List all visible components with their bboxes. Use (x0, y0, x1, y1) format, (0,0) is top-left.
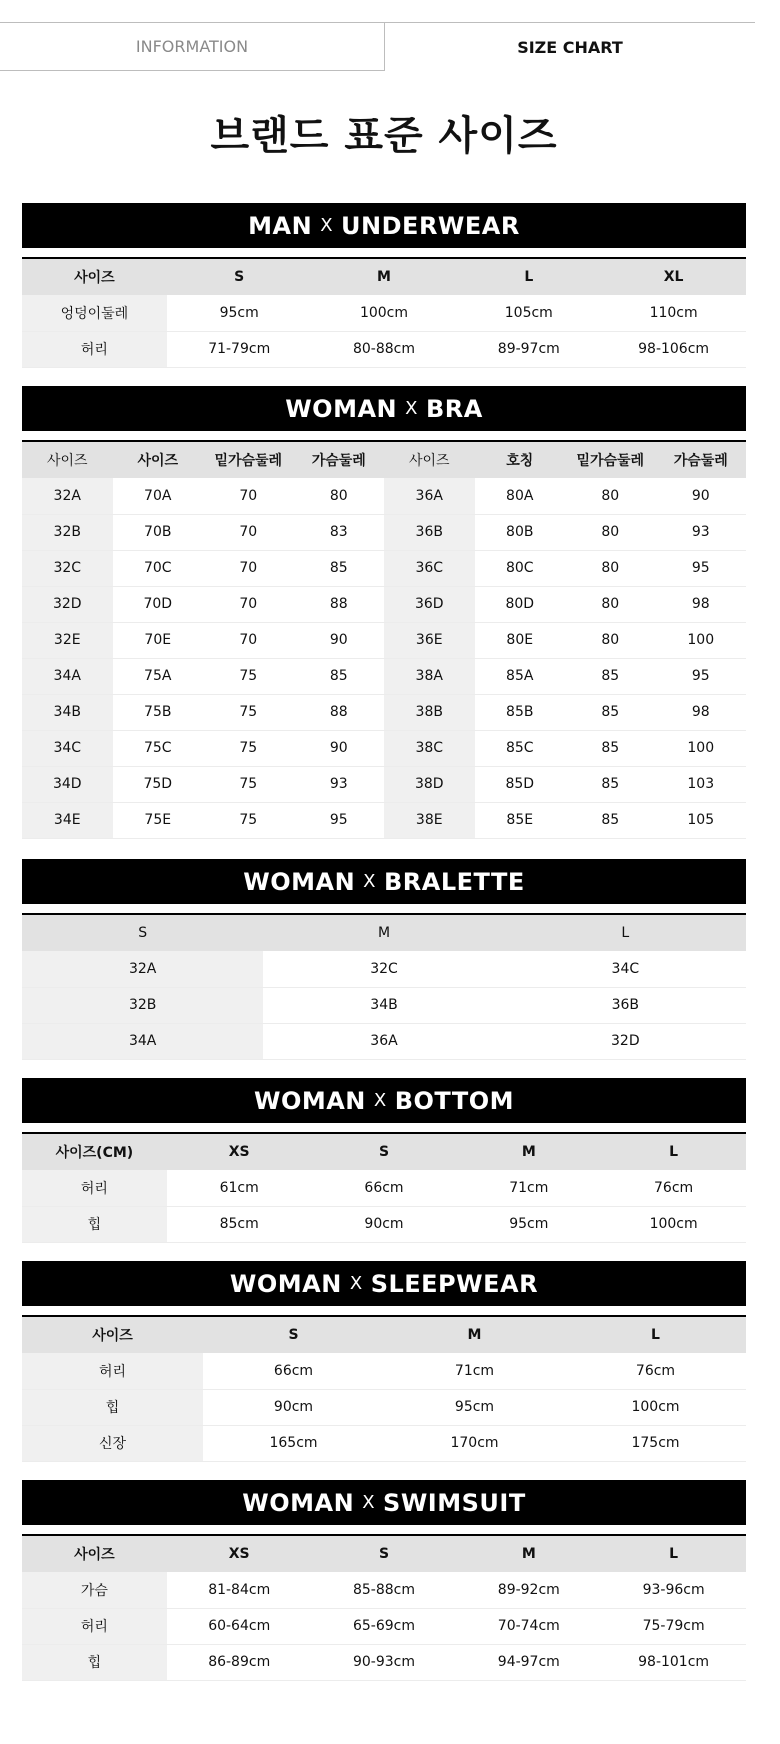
table-row (22, 550, 746, 586)
table-row (22, 1389, 746, 1425)
table-cell: 75B (113, 694, 204, 730)
row-label-cell: 38A (384, 658, 475, 694)
table-row (22, 1425, 746, 1461)
row-label-cell: 허리 (22, 1170, 167, 1206)
table-cell: 80 (565, 622, 656, 658)
table-cell: 88 (294, 586, 385, 622)
tab-size-chart[interactable]: SIZE CHART (517, 37, 623, 57)
table-row (22, 1608, 746, 1644)
table-cell: 80 (565, 586, 656, 622)
column-header: XS (167, 1134, 312, 1170)
table-row (22, 622, 746, 658)
table-cell: 93-96cm (601, 1572, 746, 1608)
table-cell: 75E (113, 802, 204, 838)
row-label-cell: 32E (22, 622, 113, 658)
table-cell: 81-84cm (167, 1572, 312, 1608)
banner-category: WOMAN (242, 1488, 355, 1517)
banner-category: WOMAN (229, 1269, 342, 1298)
table-header-row (22, 1536, 746, 1572)
table-cell: 34B (263, 987, 504, 1023)
table-row (22, 1572, 746, 1608)
table-cell: 85 (565, 766, 656, 802)
column-header: 가슴둘레 (294, 442, 385, 478)
section-woman-swimsuit (22, 1480, 746, 1681)
table-cell: 75 (203, 694, 294, 730)
table-cell: 75-79cm (601, 1608, 746, 1644)
section-woman-bralette (22, 859, 746, 1060)
section-banner (22, 1480, 746, 1525)
table-cell: 70 (203, 514, 294, 550)
row-label-cell: 허리 (22, 1353, 203, 1389)
size-table (22, 915, 746, 1060)
section-woman-bra (22, 386, 746, 839)
table-header-row (22, 915, 746, 951)
size-table (22, 259, 746, 368)
table-cell: 94-97cm (456, 1644, 601, 1680)
section-banner (22, 203, 746, 248)
table-cell: 61cm (167, 1170, 312, 1206)
table-row (22, 658, 746, 694)
row-label-cell: 36E (384, 622, 475, 658)
table-cell: 80 (565, 550, 656, 586)
banner-product: BOTTOM (394, 1086, 515, 1115)
row-label-cell: 허리 (22, 331, 167, 367)
table-cell: 85B (475, 694, 566, 730)
table-cell: 36B (505, 987, 746, 1023)
row-label-cell: 힙 (22, 1206, 167, 1242)
column-header: L (601, 1536, 746, 1572)
row-label-cell: 34E (22, 802, 113, 838)
table-cell: 100cm (601, 1206, 746, 1242)
table-cell: 71cm (384, 1353, 565, 1389)
table-cell: 80 (565, 478, 656, 514)
table-cell: 90 (294, 730, 385, 766)
table-cell: 93 (294, 766, 385, 802)
table-cell: 70D (113, 586, 204, 622)
table-cell: 85D (475, 766, 566, 802)
column-header: 사이즈 (22, 1536, 167, 1572)
table-row (22, 730, 746, 766)
banner-separator: X (362, 1492, 376, 1513)
column-header: S (312, 1536, 457, 1572)
table-cell: 85 (565, 802, 656, 838)
column-header: M (456, 1134, 601, 1170)
table-header-row (22, 442, 746, 478)
table-cell: 95cm (456, 1206, 601, 1242)
table-cell: 95 (656, 550, 747, 586)
table-cell: 70E (113, 622, 204, 658)
table-cell: 89-97cm (456, 331, 601, 367)
tab-bar (0, 22, 755, 70)
table-row (22, 1023, 746, 1059)
row-label-cell: 엉덩이둘레 (22, 295, 167, 331)
column-header: S (203, 1317, 384, 1353)
row-label-cell: 32A (22, 478, 113, 514)
row-label-cell: 허리 (22, 1608, 167, 1644)
banner-product: BRA (425, 394, 483, 423)
table-cell: 70-74cm (456, 1608, 601, 1644)
column-header: L (601, 1134, 746, 1170)
row-label-cell: 34C (22, 730, 113, 766)
table-cell: 75 (203, 802, 294, 838)
banner-category: WOMAN (243, 867, 356, 896)
table-cell: 170cm (384, 1425, 565, 1461)
table-cell: 75 (203, 766, 294, 802)
tab-information[interactable]: INFORMATION (0, 23, 385, 71)
table-cell: 85C (475, 730, 566, 766)
table-row (22, 586, 746, 622)
table-cell: 110cm (601, 295, 746, 331)
table-cell: 34C (505, 951, 746, 987)
section-banner (22, 1078, 746, 1123)
banner-product: BRALETTE (384, 867, 525, 896)
table-cell: 95 (294, 802, 385, 838)
table-cell: 32D (505, 1023, 746, 1059)
section-woman-bottom (22, 1078, 746, 1243)
table-cell: 98-101cm (601, 1644, 746, 1680)
table-cell: 90 (294, 622, 385, 658)
table-cell: 70 (203, 478, 294, 514)
table-cell: 71-79cm (167, 331, 312, 367)
table-row (22, 1644, 746, 1680)
column-header: M (312, 259, 457, 295)
table-row (22, 766, 746, 802)
table-cell: 100 (656, 622, 747, 658)
column-header: 사이즈 (22, 442, 113, 478)
table-row (22, 987, 746, 1023)
banner-product: SWIMSUIT (383, 1488, 526, 1517)
table-cell: 98-106cm (601, 331, 746, 367)
table-row (22, 295, 746, 331)
row-label-cell: 신장 (22, 1425, 203, 1461)
table-cell: 70 (203, 550, 294, 586)
table-cell: 85 (565, 730, 656, 766)
table-cell: 70 (203, 586, 294, 622)
row-label-cell: 32B (22, 987, 263, 1023)
table-cell: 90 (656, 478, 747, 514)
banner-separator: X (320, 215, 334, 236)
table-cell: 36A (263, 1023, 504, 1059)
table-cell: 85E (475, 802, 566, 838)
table-cell: 90-93cm (312, 1644, 457, 1680)
table-cell: 105cm (456, 295, 601, 331)
table-cell: 70A (113, 478, 204, 514)
table-cell: 88 (294, 694, 385, 730)
column-header: M (263, 915, 504, 951)
column-header: 사이즈 (22, 1317, 203, 1353)
table-cell: 80 (565, 514, 656, 550)
table-header-row (22, 259, 746, 295)
table-cell: 76cm (601, 1170, 746, 1206)
row-label-cell: 36C (384, 550, 475, 586)
table-cell: 76cm (565, 1353, 746, 1389)
table-row (22, 514, 746, 550)
column-header: 사이즈(CM) (22, 1134, 167, 1170)
row-label-cell: 가슴 (22, 1572, 167, 1608)
table-row (22, 802, 746, 838)
row-label-cell: 32B (22, 514, 113, 550)
table-cell: 103 (656, 766, 747, 802)
column-header: M (384, 1317, 565, 1353)
banner-separator: X (405, 398, 418, 419)
column-header: S (22, 915, 263, 951)
column-header: L (505, 915, 746, 951)
table-cell: 80E (475, 622, 566, 658)
table-cell: 90cm (203, 1389, 384, 1425)
table-cell: 85 (565, 658, 656, 694)
table-cell: 80A (475, 478, 566, 514)
table-header-row (22, 1317, 746, 1353)
column-header: 밑가슴둘레 (565, 442, 656, 478)
table-cell: 100cm (565, 1389, 746, 1425)
row-label-cell: 34A (22, 1023, 263, 1059)
row-label-cell: 32A (22, 951, 263, 987)
table-row (22, 951, 746, 987)
table-cell: 85 (565, 694, 656, 730)
column-header: L (565, 1317, 746, 1353)
table-cell: 75 (203, 730, 294, 766)
column-header: 밑가슴둘레 (203, 442, 294, 478)
column-header: S (167, 259, 312, 295)
table-cell: 80 (294, 478, 385, 514)
row-label-cell: 38D (384, 766, 475, 802)
column-header: XS (167, 1536, 312, 1572)
table-cell: 65-69cm (312, 1608, 457, 1644)
banner-category: WOMAN (285, 394, 398, 423)
row-label-cell: 36B (384, 514, 475, 550)
table-row (22, 478, 746, 514)
column-header: 호칭 (475, 442, 566, 478)
table-cell: 70C (113, 550, 204, 586)
banner-separator: X (363, 871, 377, 892)
section-banner (22, 386, 746, 431)
row-label-cell: 36D (384, 586, 475, 622)
section-banner (22, 1261, 746, 1306)
banner-category: MAN (248, 211, 313, 240)
section-banner (22, 859, 746, 904)
size-table (22, 442, 746, 839)
size-table (22, 1317, 746, 1462)
column-header: 사이즈 (113, 442, 204, 478)
table-header-row (22, 1134, 746, 1170)
banner-separator: X (349, 1273, 363, 1294)
banner-category: WOMAN (253, 1086, 366, 1115)
table-cell: 80-88cm (312, 331, 457, 367)
row-label-cell: 38B (384, 694, 475, 730)
table-row (22, 1170, 746, 1206)
table-cell: 75C (113, 730, 204, 766)
column-header: S (312, 1134, 457, 1170)
table-cell: 95 (656, 658, 747, 694)
table-cell: 105 (656, 802, 747, 838)
row-label-cell: 34A (22, 658, 113, 694)
table-cell: 60-64cm (167, 1608, 312, 1644)
row-label-cell: 힙 (22, 1644, 167, 1680)
row-label-cell: 38E (384, 802, 475, 838)
section-man-underwear (22, 203, 746, 368)
table-cell: 85cm (167, 1206, 312, 1242)
size-table (22, 1134, 746, 1243)
table-cell: 100 (656, 730, 747, 766)
column-header: 가슴둘레 (656, 442, 747, 478)
table-cell: 66cm (203, 1353, 384, 1389)
banner-separator: X (373, 1090, 387, 1111)
row-label-cell: 34B (22, 694, 113, 730)
table-cell: 85 (294, 658, 385, 694)
table-cell: 80D (475, 586, 566, 622)
section-woman-sleepwear (22, 1261, 746, 1462)
table-cell: 75D (113, 766, 204, 802)
row-label-cell: 38C (384, 730, 475, 766)
table-cell: 71cm (456, 1170, 601, 1206)
table-cell: 70B (113, 514, 204, 550)
table-cell: 80C (475, 550, 566, 586)
row-label-cell: 힙 (22, 1389, 203, 1425)
banner-product: SLEEPWEAR (370, 1269, 539, 1298)
table-cell: 95cm (167, 295, 312, 331)
table-row (22, 694, 746, 730)
table-cell: 83 (294, 514, 385, 550)
table-cell: 85-88cm (312, 1572, 457, 1608)
table-cell: 98 (656, 586, 747, 622)
table-row (22, 331, 746, 367)
table-cell: 175cm (565, 1425, 746, 1461)
table-cell: 85 (294, 550, 385, 586)
row-label-cell: 36A (384, 478, 475, 514)
column-header: 사이즈 (384, 442, 475, 478)
size-table (22, 1536, 746, 1681)
row-label-cell: 32D (22, 586, 113, 622)
table-row (22, 1353, 746, 1389)
table-cell: 80B (475, 514, 566, 550)
table-cell: 93 (656, 514, 747, 550)
table-cell: 95cm (384, 1389, 565, 1425)
table-cell: 75A (113, 658, 204, 694)
table-cell: 32C (263, 951, 504, 987)
table-cell: 86-89cm (167, 1644, 312, 1680)
page-title: 브랜드 표준 사이즈 (210, 113, 558, 159)
column-header: L (456, 259, 601, 295)
column-header: XL (601, 259, 746, 295)
table-cell: 100cm (312, 295, 457, 331)
table-cell: 70 (203, 622, 294, 658)
table-cell: 89-92cm (456, 1572, 601, 1608)
column-header: 사이즈 (22, 259, 167, 295)
table-cell: 75 (203, 658, 294, 694)
banner-product: UNDERWEAR (341, 211, 520, 240)
row-label-cell: 32C (22, 550, 113, 586)
table-cell: 66cm (312, 1170, 457, 1206)
column-header: M (456, 1536, 601, 1572)
table-cell: 90cm (312, 1206, 457, 1242)
table-cell: 98 (656, 694, 747, 730)
row-label-cell: 34D (22, 766, 113, 802)
table-cell: 85A (475, 658, 566, 694)
table-row (22, 1206, 746, 1242)
table-cell: 165cm (203, 1425, 384, 1461)
